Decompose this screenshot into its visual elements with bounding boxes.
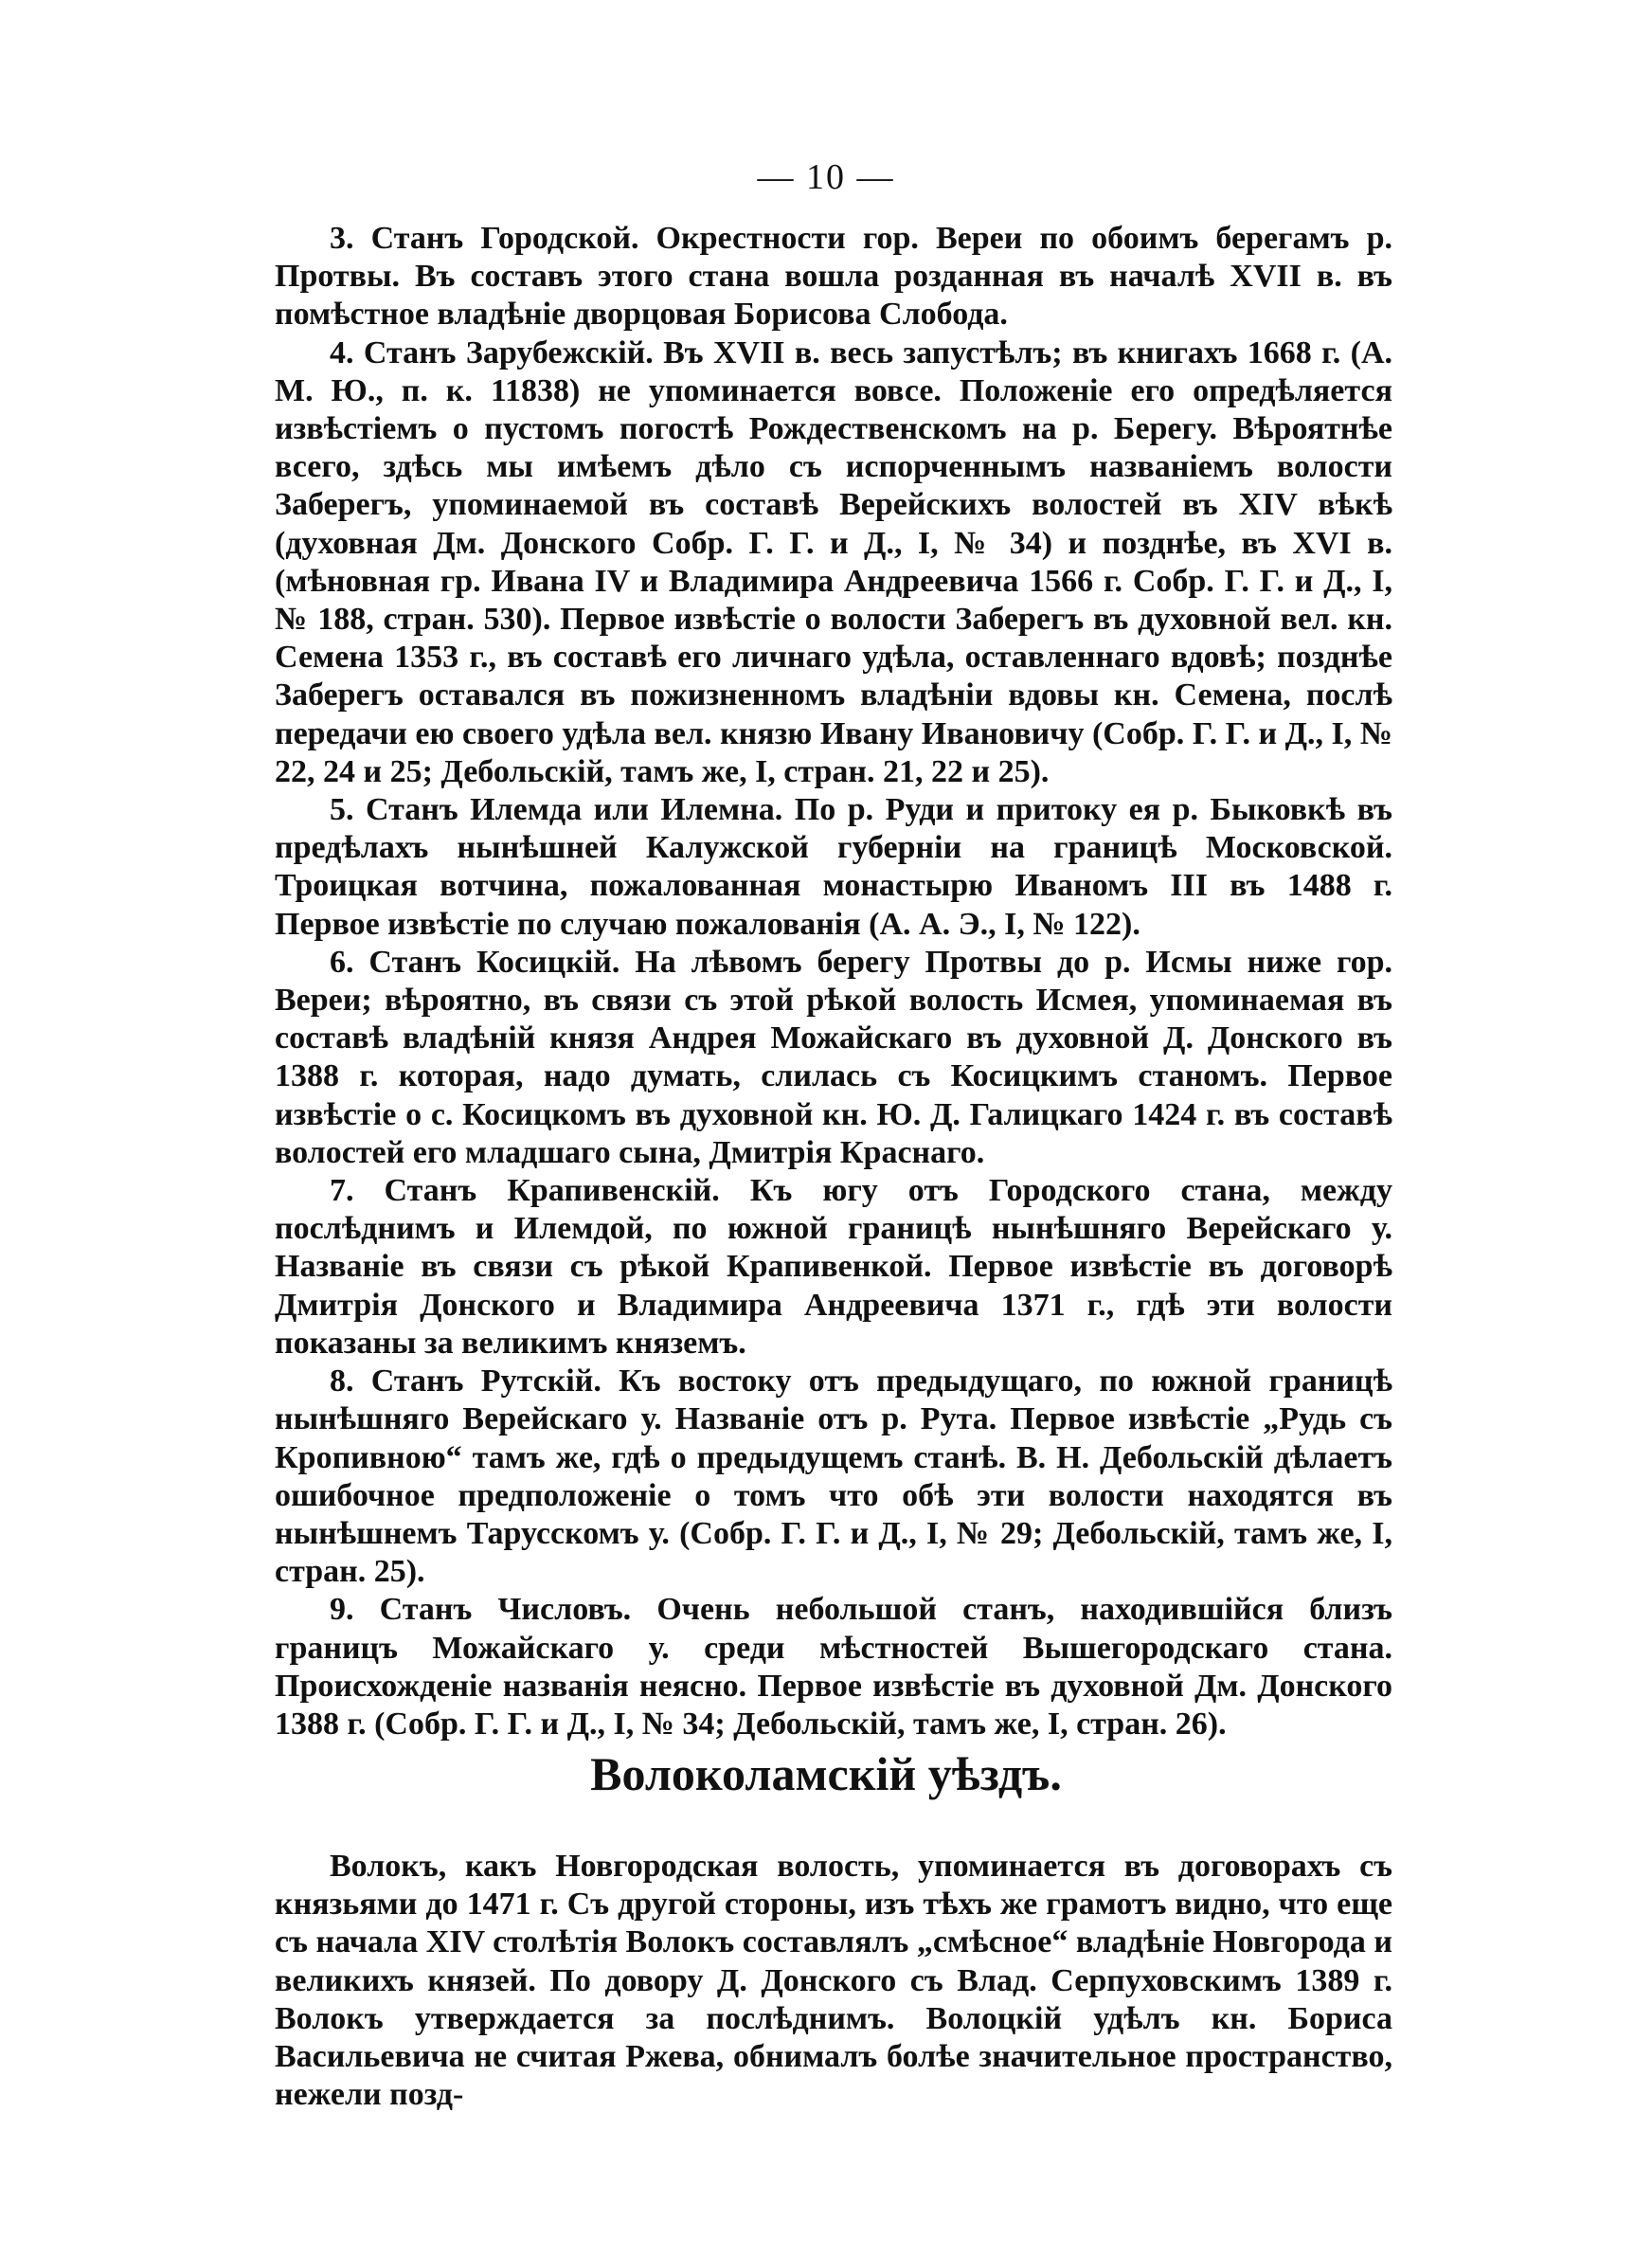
page-number: — 10 —: [757, 157, 895, 197]
entry-stan-krapivensky: 7. Станъ Крапивенскій. Къ югу отъ Городского стана, между послѣднимъ и Илемдой, по южной границѣ нынѣшняго Верейскаго у. Названіе въ связи съ рѣкой Крапивенкой. Первое извѣстіе въ договорѣ Дмитрія Донского и Владимира Андреевича 1371 г., гдѣ эти волости показаны за великимъ княземъ.: [275, 1173, 1392, 1361]
entry-stan-gorodskoy: 3. Станъ Городской. Окрестности гор. Вереи по обоимъ берегамъ р. Протвы. Въ составъ этого стана вошла розданная въ началѣ XVII в. въ помѣстное владѣніе дворцовая Борисова Слобода.: [275, 221, 1392, 333]
entry-stan-chislov: 9. Станъ Числовъ. Очень небольшой станъ, находившійся близъ границъ Можайскаго у. среди мѣстностей Вышегородскаго стана. Происхожденіе названія неясно. Первое извѣстіе въ духовной Дм. Донского 1388 г. (Собр. Г. Г. и Д., I, № 34; Дебольскій, тамъ же, I, стран. 26).: [275, 1592, 1392, 1742]
district-entries: [275, 220, 1392, 1743]
section-paragraph: Волокъ, какъ Новгородская волость, упоминается въ договорахъ съ князьями до 1471 г. Съ другой стороны, изъ тѣхъ же грамотъ видно, что еще съ начала XIV столѣтія Волокъ составлялъ „смѣсное“ владѣніе Новгорода и великихъ князей. По довору Д. Донского съ Влад. Серпуховскимъ 1389 г. Волокъ утверждается за послѣднимъ. Волоцкій удѣлъ кн. Бориса Васильевича не считая Ржева, обнималъ болѣе значительное пространство, нежели позд-: [275, 1849, 1392, 2113]
entry-stan-kositsky: 6. Станъ Косицкій. На лѣвомъ берегу Протвы до р. Исмы ниже гор. Вереи; вѣроятно, въ связи съ этой рѣкой волость Исмея, упоминаемая въ составѣ владѣній князя Андрея Можайскаго въ духовной Д. Донского въ 1388 г. которая, надо думать, слилась съ Косицкимъ станомъ. Первое извѣстіе о с. Косицкомъ въ духовной кн. Ю. Д. Галицкаго 1424 г. въ составѣ волостей его младшаго сына, Дмитрія Краснаго.: [275, 944, 1392, 1170]
section-heading: Волоколамскій уѣздъ.: [590, 1747, 1062, 1800]
section-body: [275, 1848, 1392, 2114]
entry-stan-rutsky: 8. Станъ Рутскій. Къ востоку отъ предыдущаго, по южной границѣ нынѣшняго Верейскаго у. Названіе отъ р. Рута. Первое извѣстіе „Рудь съ Кропивною“ тамъ же, гдѣ о предыдущемъ станѣ. В. Н. Дебольскій дѣлаетъ ошибочное предположеніе о томъ что обѣ эти волости находятся въ нынѣшнемъ Тарусскомъ у. (Собр. Г. Г. и Д., I, № 29; Дебольскій, тамъ же, I, стран. 25).: [275, 1363, 1392, 1590]
entry-stan-ilemda: 5. Станъ Илемда или Илемна. По р. Руди и притоку ея р. Быковкѣ въ предѣлахъ нынѣшней Калужской губерніи на границѣ Московской. Троицкая вотчина, пожалованная монастырю Иваномъ III въ 1488 г. Первое извѣстіе по случаю пожалованія (А. А. Э., I, № 122).: [275, 792, 1392, 942]
entry-stan-zarubezhsky: 4. Станъ Зарубежскій. Въ XVII в. весь запустѣлъ; въ книгахъ 1668 г. (А. М. Ю., п. к. 11838) не упоминается вовсе. Положеніе его опредѣляется извѣстіемъ о пустомъ погостѣ Рождественскомъ на р. Берегу. Вѣроятнѣе всего, здѣсь мы имѣемъ дѣло съ испорченнымъ названіемъ волости Заберегъ, упоминаемой въ составѣ Верейскихъ волостей въ XIV вѣкѣ (духовная Дм. Донского Собр. Г. Г. и Д., I, № 34) и позднѣе, въ XVI в. (мѣновная гр. Ивана IV и Владимира Андреевича 1566 г. Собр. Г. Г. и Д., I, № 188, стран. 530). Первое извѣстіе о волости Заберегъ въ духовной вел. кн. Семена 1353 г., въ составѣ его личнаго удѣла, оставленнаго вдовѣ; позднѣе Заберегъ оставался въ пожизненномъ владѣніи вдовы кн. Семена, послѣ передачи ею своего удѣла вел. князю Ивану Ивановичу (Собр. Г. Г. и Д., I, № 22, 24 и 25; Дебольскій, тамъ же, I, стран. 21, 22 и 25).: [275, 334, 1392, 789]
